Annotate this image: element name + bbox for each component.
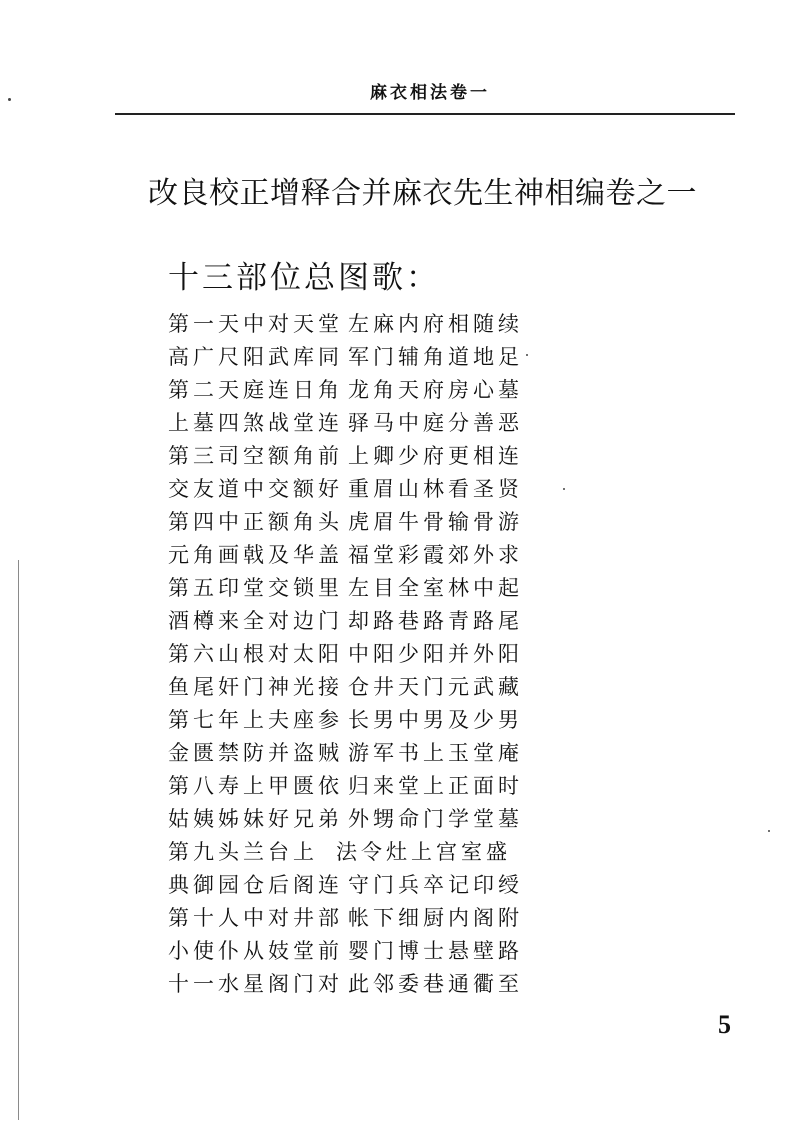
- verse-line: [168, 374, 588, 407]
- verse-line-second-half: 仓井天门元武藏: [348, 675, 523, 699]
- verse-line-second-half: 军门辅角道地足: [348, 345, 523, 369]
- verse-line-second-half: 上卿少府更相连: [348, 444, 523, 468]
- verse-line-first-half: 十一水星阁门对: [168, 972, 343, 996]
- verse-line: [168, 836, 588, 869]
- verse-line-first-half: 典御园仓后阁连: [168, 873, 343, 897]
- section-heading: 十三部位总图歌：: [168, 260, 440, 296]
- verse-line-first-half: 第九头兰台上: [168, 840, 318, 864]
- scan-speck: [768, 830, 770, 832]
- verse-line-first-half: 小使仆从妓堂前: [168, 939, 343, 963]
- verse-line: [168, 902, 588, 935]
- verse-line: [168, 506, 588, 539]
- verse-line-first-half: 第十人中对井部: [168, 906, 343, 930]
- page-edge-line: [18, 560, 19, 1120]
- verse-line: [168, 407, 588, 440]
- verse-line-second-half: 福堂彩霞郊外求: [348, 543, 523, 567]
- verse-line: [168, 803, 588, 836]
- verse-line-second-half: 驿马中庭分善恶: [348, 411, 523, 435]
- verse-line-second-half: 婴门博士悬壁路: [348, 939, 523, 963]
- verse-line-first-half: 第八寿上甲匮依: [168, 774, 343, 798]
- verse-line: [168, 704, 588, 737]
- verse-line-first-half: 上墓四煞战堂连: [168, 411, 343, 435]
- verse-line: [168, 737, 588, 770]
- running-header: 麻衣相法卷一: [370, 83, 490, 103]
- verse-line-first-half: 第二天庭连日角: [168, 378, 343, 402]
- verse-line-second-half: 龙角天府房心墓: [348, 378, 523, 402]
- verse-line-second-half: 帐下细厨内阁附: [348, 906, 523, 930]
- verse-line-first-half: 元角画戟及华盖: [168, 543, 343, 567]
- verse-line: [168, 671, 588, 704]
- verse-line-second-half: 游军书上玉堂庵: [348, 741, 523, 765]
- verse-line: [168, 308, 588, 341]
- verse-line: [168, 935, 588, 968]
- verse-line-first-half: 第六山根对太阳: [168, 642, 343, 666]
- verse-line-second-half: 却路巷路青路尾: [348, 609, 523, 633]
- verse-line-second-half: 法令灶上宫室盛: [336, 840, 511, 864]
- verse-line-second-half: 左麻内府相随续: [348, 312, 523, 336]
- verse-line: [168, 638, 588, 671]
- verse-line-first-half: 第七年上夫座参: [168, 708, 343, 732]
- verse-line: [168, 968, 588, 1001]
- verse-line: [168, 539, 588, 572]
- verse-line-first-half: 酒樽来全对边门: [168, 609, 343, 633]
- verse-line: [168, 341, 588, 374]
- scan-speck: [8, 98, 11, 101]
- verse-line-first-half: 交友道中交额好: [168, 477, 343, 501]
- verse-line: [168, 770, 588, 803]
- verse-body: [168, 308, 588, 1001]
- verse-line-first-half: 高广尺阳武库同: [168, 345, 343, 369]
- page-title: 改良校正增释合并麻衣先生神相编卷之一: [148, 176, 697, 211]
- verse-line-second-half: 左目全室林中起: [348, 576, 523, 600]
- verse-line-second-half: 长男中男及少男: [348, 708, 523, 732]
- verse-line-first-half: 姑姨姊妹好兄弟: [168, 807, 343, 831]
- verse-line-second-half: 归来堂上正面时: [348, 774, 523, 798]
- verse-line-first-half: 鱼尾奸门神光接: [168, 675, 343, 699]
- header-rule: [115, 113, 735, 115]
- verse-line-second-half: 守门兵卒记印绶: [348, 873, 523, 897]
- verse-line-first-half: 第四中正额角头: [168, 510, 343, 534]
- verse-line-second-half: 虎眉牛骨输骨游: [348, 510, 523, 534]
- verse-line-first-half: 金匮禁防并盗贼: [168, 741, 343, 765]
- verse-line-first-half: 第三司空额角前: [168, 444, 343, 468]
- verse-line-second-half: 外甥命门学堂墓: [348, 807, 523, 831]
- verse-line-second-half: 此邻委巷通衢至: [348, 972, 523, 996]
- verse-line: [168, 473, 588, 506]
- verse-line-first-half: 第一天中对天堂: [168, 312, 343, 336]
- page-number: 5: [718, 1010, 731, 1039]
- verse-line: [168, 440, 588, 473]
- verse-line: [168, 605, 588, 638]
- verse-line: [168, 572, 588, 605]
- verse-line-first-half: 第五印堂交锁里: [168, 576, 343, 600]
- verse-line-second-half: 重眉山林看圣贤: [348, 477, 523, 501]
- verse-line-second-half: 中阳少阳并外阳: [348, 642, 523, 666]
- verse-line: [168, 869, 588, 902]
